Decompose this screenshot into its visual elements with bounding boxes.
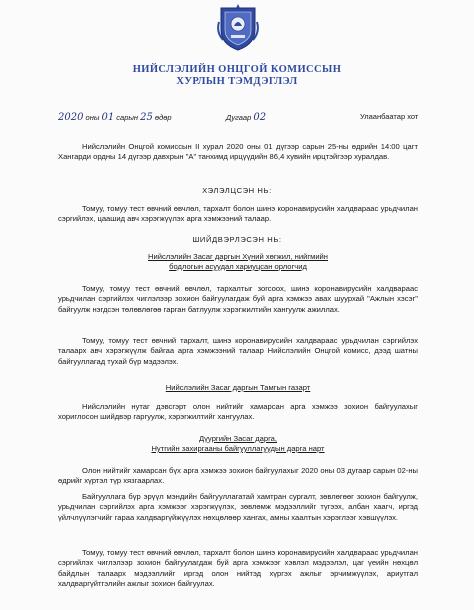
date-day: 25 — [140, 112, 153, 123]
decided-heading: ШИЙДВЭРЛЭСЭН НЬ: — [192, 235, 282, 244]
section3-title — [58, 434, 418, 454]
section1-title-line1: Нийслэлийн Засаг даргын Хүний хөгжил, нийгмийн — [148, 252, 328, 261]
date-day-suffix: өдөр — [152, 113, 172, 122]
section3-paragraph1: Олон нийтийг хамарсан бүх арга хэмжээ зохион байгуулахыг 2020 оны 03 дугаар сарын 02-ны өдрийг хүртэл түр хязгаарлах. — [58, 466, 418, 486]
section3-paragraph3: Томуу, томуу тест өвчний өвчлөл, тархалт болон шинэ коронавирусийн халдвараас урьдчилан сэргийлэх чиглэлээр зохион байгуулагдаж буй арга хэмжээг хэвлэл мэдээлэл, цаг үеийн нөхцөл байдлын талаарх мэдээллийг иргэд олон нийтэд хүргэх ажлыг эрчимжүүлэх, ариутгал халдваргүйтгэлийн ажлыг зохион байгуулах. — [58, 548, 418, 589]
number-value: 02 — [253, 112, 267, 123]
section1-title — [58, 252, 418, 272]
discussed-heading: ХЭЛЭЛЦСЭН НЬ: — [202, 186, 272, 195]
date-month-suffix: сарын — [114, 113, 141, 122]
number-label: Дугаар — [226, 113, 254, 122]
date-year: 2020 — [58, 112, 84, 123]
date-year-suffix: оны — [83, 113, 102, 122]
date-month: 01 — [101, 112, 115, 123]
intro-paragraph: Нийслэлийн Онцгой комиссын II хурал 2020 оны 01 дүгээр сарын 25-ны өдрийн 14:00 цагт Хангарди ордны 14 дүгээр давхрын "А" танхимд ирцүүдийн 86,4 хувийн ирцтэйгээр хуралдав. — [58, 142, 418, 162]
org-title-line1: НИЙСЛЭЛИЙН ОНЦГОЙ КОМИССЫН — [132, 64, 342, 75]
section3-title-line1: Дүүргийн Засаг дарга, — [198, 434, 278, 443]
section2-title: Нийслэлийн Засаг даргын Тамгын газарт — [165, 383, 311, 392]
section3-title-line2: Нутгийн захиргааны байгууллагуудын дарга нарт — [151, 444, 325, 453]
state-emblem-icon — [215, 2, 261, 52]
section1-title-line2: бодлогын асуудал хариуцсан орлогчид — [169, 262, 307, 271]
place: Улаанбаатар хот — [360, 112, 419, 121]
section1-paragraph2: Томуу, томуу тест өвчний тархалт, шинэ коронавирусийн халдвараас урьдчилан сэргийлэх талаарх авч хэрэгжүүлж байгаа арга хэмжээний талаар Нийслэлийн Онцгой комисс, дээд шатны байгууллагад тухай бүр мэдээлэх. — [58, 336, 418, 366]
org-title-line2: ХУРЛЫН ТЭМДЭГЛЭЛ — [176, 76, 298, 87]
meeting-date — [58, 112, 172, 123]
section3-paragraph2: Байгууллага бүр эрүүл мэндийн байгууллагатай хамтран сургалт, зөвлөгөөг зохион байгуулж, урьдчилан сэргийлэх арга хэмжээг хэрэгжүүлэх, зөвлөмж мэдээллийг түгээх, албан хаагч, иргэд үйлчлүүлэгчийг гараа халдваргүйжүүлэх нөхцөлөөр хангах, амны хаалтын хэрэглээг хэвшүүлэх. — [58, 492, 418, 522]
section1-paragraph1: Томуу, томуу тест өвчний өвчлөл, тархалтыг зогсоох, шинэ коронавирусийн халдвараас урьдчилан сэргийлэх чиглэлээр зохион байгуулагдаж буй арга хэмжээ авах шуурхай "Ажлын хэсэг" байгуулж нэгдсэн төлөвлөгөө гарган батлуулж хэрэгжилтийн хангуулж ажиллах. — [58, 284, 418, 314]
discussed-text: Томуу, томуу тест өвчний өвчлөл, тархалт болон шинэ коронавирусийн халдвараас урьдчилан сэргийлэх, цаашид авч хэрэгжүүлэх арга хэмжээний талаар. — [58, 204, 418, 224]
section2-paragraph1: Нийслэлийн нутаг дэвсгэрт олон нийтийг хамарсан арга хэмжээ зохион байгуулахыг хориглосон шийдвэр гаргуулж, хэрэгжилтийг хангуулах. — [58, 402, 418, 422]
document-number — [226, 112, 266, 123]
